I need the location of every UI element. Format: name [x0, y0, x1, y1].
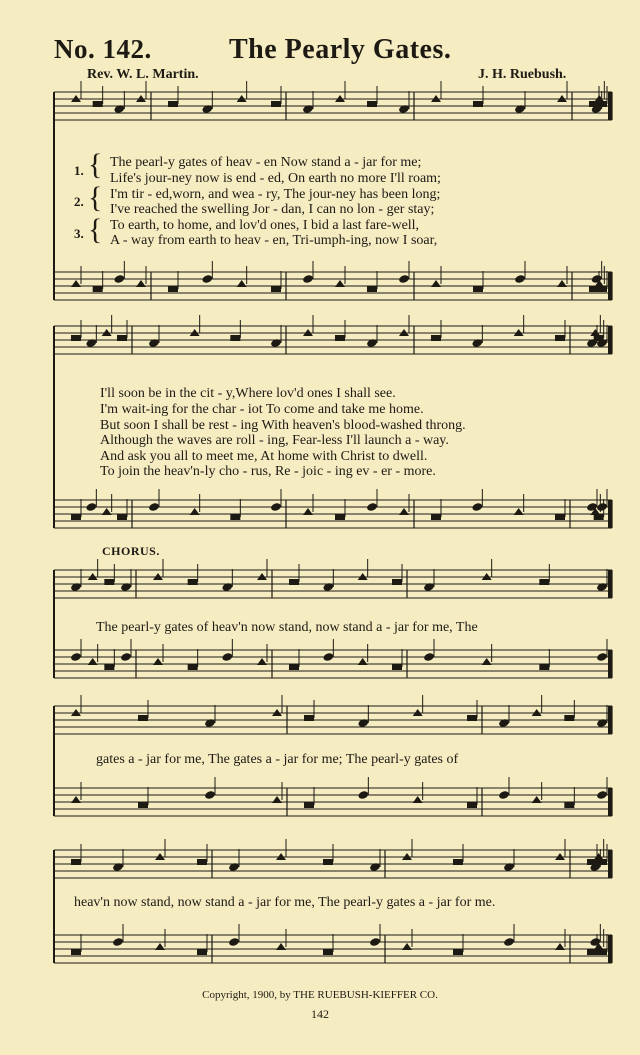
- chorus-system-1-shape-note: [188, 579, 198, 585]
- chorus-system-2-shape-note: [304, 802, 314, 808]
- chorus-system-1-shape-note: [153, 658, 163, 665]
- chorus-system-2-shape-note: [413, 796, 423, 803]
- chorus-system-3-final-barline: [608, 935, 612, 963]
- chorus-system-3-shape-note: [71, 949, 81, 955]
- system-2-shape-note: [71, 335, 81, 341]
- system-1-shape-note: [302, 274, 314, 284]
- chorus-system-1-shape-note: [539, 664, 549, 670]
- hymn-number: No. 142.: [54, 34, 152, 64]
- system-1-final-barline: [608, 92, 612, 120]
- chorus-system-3-shape-note: [276, 943, 286, 950]
- chorus-system-3-shape-note: [453, 949, 463, 955]
- chorus-system-1-shape-note: [88, 658, 98, 665]
- chorus-system-2-shape-note: [532, 796, 542, 803]
- lyric-line: Although the waves are roll - ing, Fear-less I'll launch a - way.: [100, 433, 449, 448]
- chorus-system-2-shape-note: [357, 790, 369, 800]
- chorus-system-2-final-barline: [608, 788, 612, 816]
- system-2-shape-note: [102, 508, 112, 515]
- chorus-system-1-shape-note: [289, 579, 299, 585]
- system-1-shape-note: [237, 280, 247, 287]
- system-2-final-barline: [608, 326, 612, 354]
- chorus-system-3-final-barline: [608, 850, 612, 878]
- chorus-system-2-shape-note: [138, 802, 148, 808]
- lyric-line: I'm tir - ed,worn, and wea - ry, The jour-ney has been long;: [110, 187, 441, 202]
- chorus-label: CHORUS.: [102, 544, 160, 558]
- chorus-system-1-shape-note: [539, 579, 549, 585]
- system-1-shape-note: [597, 286, 607, 292]
- system-2-shape-note: [85, 502, 97, 512]
- chorus-system-1-shape-note: [221, 652, 233, 662]
- chorus-system-2-shape-note: [204, 790, 216, 800]
- chorus-system-2-shape-note: [564, 715, 574, 721]
- system-1-shape-note: [473, 286, 483, 292]
- lyric-line: But soon I shall be rest - ing With heaven's blood-washed throng.: [100, 418, 466, 433]
- system-2-shape-note: [596, 502, 608, 512]
- chorus-system-2-final-barline: [608, 706, 612, 734]
- chorus-system-2-shape-note: [138, 715, 148, 721]
- chorus-system-3-shape-note: [71, 859, 81, 865]
- chorus-system-2-shape-note: [467, 802, 477, 808]
- chorus-system-1-final-barline: [608, 570, 612, 598]
- system-2-shape-note: [335, 514, 345, 520]
- chorus-system-3-shape-note: [197, 859, 207, 865]
- lyric-line: And ask you all to meet me, At home with Christ to dwell.: [100, 449, 428, 464]
- system-1-shape-note: [431, 280, 441, 287]
- chorus-system-1-shape-note: [482, 658, 492, 665]
- system-2-shape-note: [117, 514, 127, 520]
- system-1-shape-note: [71, 280, 81, 287]
- chorus-system-3-shape-note: [597, 859, 607, 865]
- chorus-system-1-shape-note: [104, 579, 114, 585]
- chorus-lyric-3: heav'n now stand, now stand a - jar for me, The pearl-y gates a - jar for me.: [74, 895, 496, 910]
- system-1-shape-note: [597, 101, 607, 107]
- chorus-system-1-shape-note: [392, 664, 402, 670]
- lyric-line: The pearl-y gates of heav - en Now stand a - jar for me;: [110, 155, 422, 170]
- system-1-shape-note: [93, 286, 103, 292]
- chorus-system-2-shape-note: [498, 790, 510, 800]
- chorus-system-3-shape-note: [323, 949, 333, 955]
- chorus-system-3-shape-note: [369, 937, 381, 947]
- lyric-line: To join the heav'n-ly cho - rus, Re - joic - ing ev - er - more.: [100, 464, 436, 479]
- chorus-system-2-shape-note: [564, 802, 574, 808]
- system-2-shape-note: [270, 502, 282, 512]
- chorus-system-1-shape-note: [289, 664, 299, 670]
- chorus-lyric-2: gates a - jar for me, The gates a - jar for me; The pearl-y gates of: [96, 752, 459, 767]
- chorus-system-2-shape-note: [272, 796, 282, 803]
- lyric-line: A - way from earth to heav - en, Tri-umph-ing, now I soar,: [110, 233, 438, 248]
- system-1-shape-note: [398, 274, 410, 284]
- verse-brace-2: {: [88, 181, 103, 214]
- chorus-system-1-shape-note: [322, 652, 334, 662]
- system-1-shape-note: [201, 274, 213, 284]
- system-2-shape-note: [117, 335, 127, 341]
- composer-credit: J. H. Ruebush.: [478, 67, 567, 82]
- system-1-shape-note: [335, 280, 345, 287]
- lyric-line: I'll soon be in the cit - y,Where lov'd ones I shall see.: [100, 386, 396, 401]
- chorus-system-1-shape-note: [392, 579, 402, 585]
- author-credit: Rev. W. L. Martin.: [87, 67, 199, 82]
- system-2-shape-note: [303, 508, 313, 515]
- chorus-system-1-shape-note: [104, 664, 114, 670]
- lyric-line: I'm wait-ing for the char - iot To come and take me home.: [100, 402, 424, 417]
- system-1-shape-note: [473, 101, 483, 107]
- system-1-shape-note: [136, 280, 146, 287]
- system-2-shape-note: [555, 335, 565, 341]
- system-2-shape-note: [514, 508, 524, 515]
- chorus-system-1-shape-note: [70, 652, 82, 662]
- chorus-system-3-shape-note: [555, 943, 565, 950]
- system-1-shape-note: [557, 280, 567, 287]
- system-2-shape-note: [148, 502, 160, 512]
- chorus-lyric-1: The pearl-y gates of heav'n now stand, now stand a - jar for me, The: [96, 620, 478, 635]
- verse-number-1: 1.: [74, 163, 84, 178]
- chorus-system-3-shape-note: [197, 949, 207, 955]
- chorus-system-3-shape-note: [453, 859, 463, 865]
- system-1-shape-note: [113, 274, 125, 284]
- verse-brace-3: {: [88, 213, 103, 246]
- system-1-shape-note: [168, 286, 178, 292]
- chorus-system-1-shape-note: [120, 652, 132, 662]
- chorus-system-2-shape-note: [71, 796, 81, 803]
- system-2-shape-note: [471, 502, 483, 512]
- system-2-shape-note: [594, 514, 604, 520]
- verse-number-3: 3.: [74, 226, 84, 241]
- system-1-shape-note: [367, 286, 377, 292]
- chorus-system-1-final-barline: [608, 650, 612, 678]
- chorus-system-1-shape-note: [188, 664, 198, 670]
- verse-number-2: 2.: [74, 194, 84, 209]
- system-2-shape-note: [555, 514, 565, 520]
- system-2-shape-note: [335, 335, 345, 341]
- system-2-shape-note: [431, 335, 441, 341]
- lyric-line: I've reached the swelling Jor - dan, I can no lon - ger stay;: [110, 202, 435, 217]
- chorus-system-3-shape-note: [323, 859, 333, 865]
- system-2-shape-note: [190, 508, 200, 515]
- chorus-system-1-shape-note: [596, 652, 608, 662]
- system-1-shape-note: [271, 286, 281, 292]
- lyric-line: To earth, to home, and lov'd ones, I bid a last fare-well,: [110, 218, 420, 233]
- chorus-system-3-shape-note: [228, 937, 240, 947]
- system-1-shape-note: [367, 101, 377, 107]
- system-2-shape-note: [230, 335, 240, 341]
- chorus-system-1-shape-note: [257, 658, 267, 665]
- system-2-shape-note: [71, 514, 81, 520]
- verse-brace-1: {: [88, 148, 103, 181]
- system-1-final-barline: [608, 272, 612, 300]
- system-2-shape-note: [230, 514, 240, 520]
- chorus-system-1-shape-note: [423, 652, 435, 662]
- system-1-shape-note: [271, 101, 281, 107]
- chorus-system-3-shape-note: [597, 949, 607, 955]
- system-1-shape-note: [514, 274, 526, 284]
- chorus-system-2-shape-note: [467, 715, 477, 721]
- copyright-notice: Copyright, 1900, by THE RUEBUSH-KIEFFER CO.: [202, 989, 438, 1001]
- chorus-system-3-shape-note: [155, 943, 165, 950]
- chorus-system-2-shape-note: [596, 790, 608, 800]
- chorus-system-3-shape-note: [503, 937, 515, 947]
- hymn-title: The Pearly Gates.: [229, 34, 452, 65]
- system-1-shape-note: [93, 101, 103, 107]
- system-2-shape-note: [366, 502, 378, 512]
- chorus-system-3-shape-note: [402, 943, 412, 950]
- system-2-shape-note: [399, 508, 409, 515]
- system-2-final-barline: [608, 500, 612, 528]
- chorus-system-1-shape-note: [358, 658, 368, 665]
- system-2-shape-note: [431, 514, 441, 520]
- chorus-system-3-shape-note: [112, 937, 124, 947]
- lyric-line: Life's jour-ney now is end - ed, On earth no more I'll roam;: [110, 171, 441, 186]
- page-number: 142: [311, 1007, 329, 1021]
- chorus-system-2-shape-note: [304, 715, 314, 721]
- system-1-shape-note: [168, 101, 178, 107]
